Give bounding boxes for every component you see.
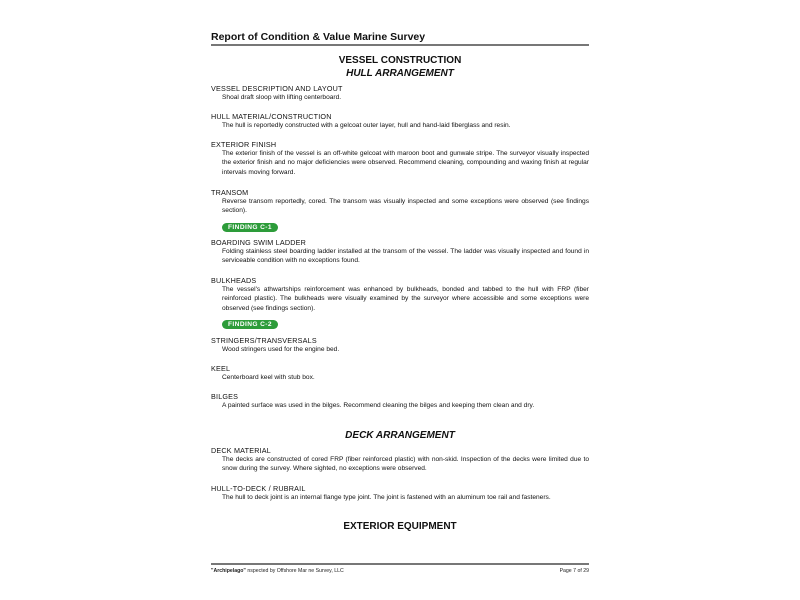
footer-inspected-by: nspected by Offshore Mar ne Survey, LLC — [245, 568, 344, 574]
item-heading: EXTERIOR FINISH — [211, 140, 277, 149]
report-page — [211, 0, 589, 600]
item-text: Reverse transom reportedly, cored. The transom was visually inspected and some exceptions were observed (see findings section). — [222, 198, 589, 215]
item-text: Centerboard keel with stub box. — [222, 374, 315, 381]
header-divider — [211, 44, 589, 46]
section-title-exterior-equipment: EXTERIOR EQUIPMENT — [343, 521, 457, 532]
item-bulkheads — [211, 276, 589, 331]
item-exterior-finish — [211, 140, 589, 177]
item-heading: HULL-TO-DECK / RUBRAIL — [211, 484, 306, 493]
item-text: A painted surface was used in the bilges. Recommend cleaning the bilges and keeping them clean and dry. — [222, 402, 535, 409]
item-heading: STRINGERS/TRANSVERSALS — [211, 336, 317, 345]
finding-c1-badge[interactable]: FINDING C-1 — [222, 223, 278, 232]
finding-c2-badge[interactable]: FINDING C-2 — [222, 320, 278, 329]
item-heading: DECK MATERIAL — [211, 446, 271, 455]
section-title-vessel-construction: VESSEL CONSTRUCTION — [338, 55, 462, 66]
item-heading: KEEL — [211, 364, 231, 373]
item-text: The exterior finish of the vessel is an off-white gelcoat with maroon boot and gunwale stripe. The surveyor visually inspected the exterior finish and no major deficiencies were observed. Recommend cleaning, compounding and waxing finish at regular intervals moving forward. — [222, 150, 589, 176]
item-text: The hull to deck joint is an internal flange type joint. The joint is fastened with an aluminum toe rail and fasteners. — [222, 494, 551, 501]
item-text: The vessel's athwartships reinforcement was enhanced by bulkheads, bonded and tabbed to the hull with FRP (fiber reinforced plastic). The bulkheads were visually examined by the surveyor where accessible and some exceptions were observed (see findings section). — [222, 286, 589, 312]
footer-inspection-note — [211, 568, 344, 574]
item-heading: HULL MATERIAL/CONSTRUCTION — [211, 112, 332, 121]
report-header-title: Report of Condition & Value Marine Survey — [211, 31, 426, 43]
item-boarding-swim-ladder — [211, 238, 589, 266]
item-heading: BILGES — [211, 392, 239, 401]
item-vessel-description — [211, 84, 589, 102]
item-text: Shoal draft sloop with lifting centerboard. — [222, 94, 342, 101]
item-text: The hull is reportedly constructed with a gelcoat outer layer, hull and hand-laid fiberglass and resin. — [222, 122, 511, 129]
item-heading: TRANSOM — [211, 188, 249, 197]
item-stringers — [211, 336, 589, 354]
item-transom — [211, 188, 589, 234]
item-keel — [211, 364, 589, 382]
item-hull-to-deck — [211, 484, 589, 502]
item-text: Folding stainless steel boarding ladder installed at the transom of the vessel. The ladder was visually inspected and found in serviceable condition with no exceptions found. — [222, 248, 589, 265]
item-deck-material — [211, 446, 589, 474]
item-text: The decks are constructed of cored FRP (fiber reinforced plastic) with non-skid. Inspection of the decks were limited due to snow during the survey. Where sighted, no exceptions were observed. — [222, 456, 589, 473]
item-heading: BULKHEADS — [211, 276, 257, 285]
footer-vessel-name: "Archipelago" — [211, 568, 246, 574]
footer-divider — [211, 563, 589, 565]
subsection-title-deck-arrangement: DECK ARRANGEMENT — [345, 430, 455, 441]
footer-page-number: Page 7 of 29 — [559, 568, 589, 574]
item-heading: VESSEL DESCRIPTION AND LAYOUT — [211, 84, 343, 93]
item-heading: BOARDING SWIM LADDER — [211, 238, 307, 247]
item-hull-material — [211, 112, 589, 130]
item-text: Wood stringers used for the engine bed. — [222, 346, 340, 353]
subsection-title-hull-arrangement: HULL ARRANGEMENT — [346, 68, 454, 79]
item-bilges — [211, 392, 589, 410]
